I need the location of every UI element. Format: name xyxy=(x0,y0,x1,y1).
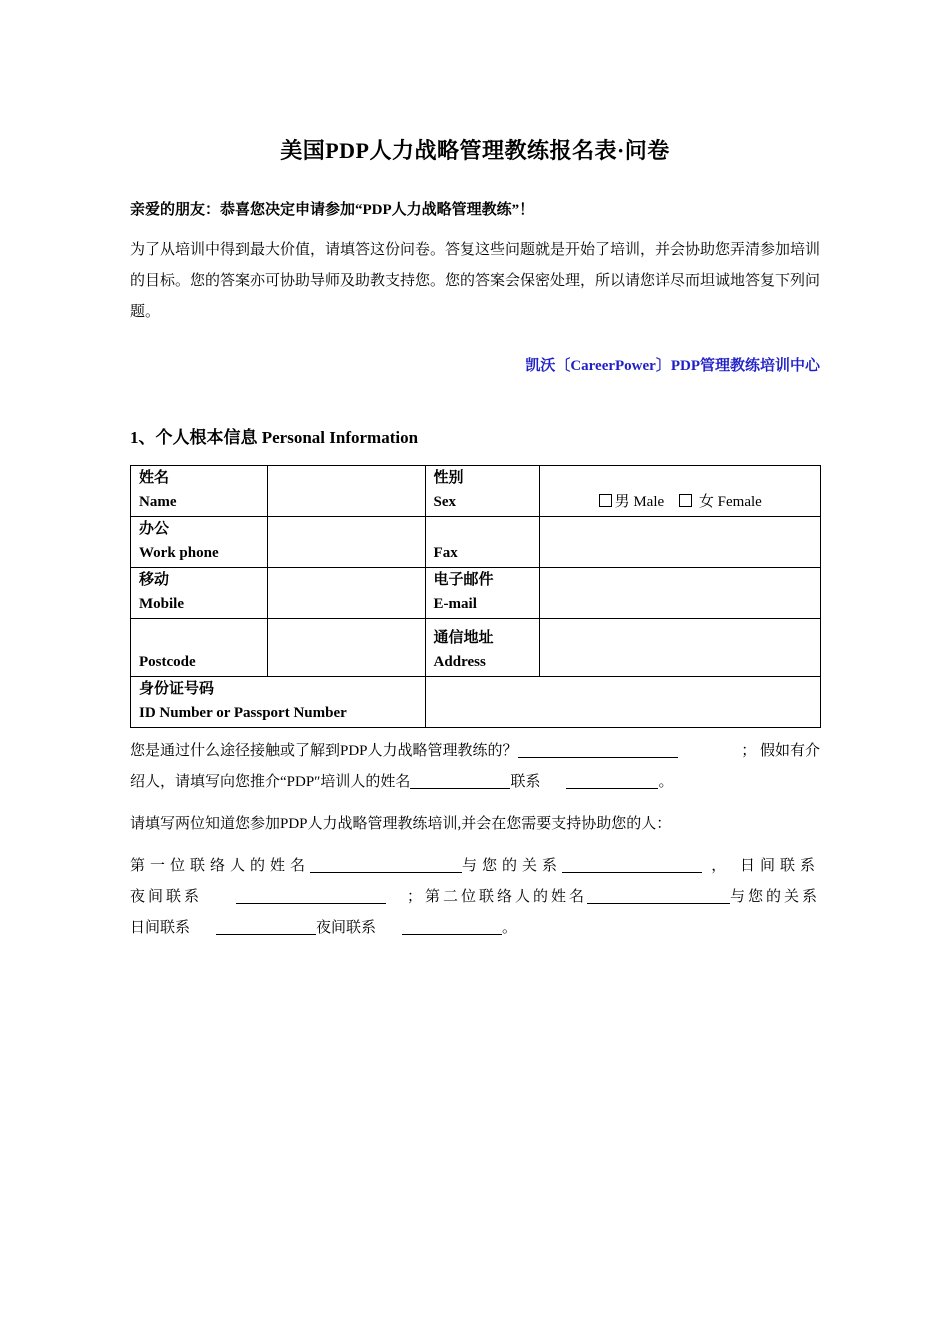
referrer-contact-blank[interactable] xyxy=(566,770,658,789)
fax-label: Fax xyxy=(425,517,540,568)
table-row xyxy=(131,619,821,677)
contacts-question: 第一位联络人的姓名 与您的关系 ， 日间联系 夜间联系 ；第二位联络人的姓名 与您的关系 日间联系 夜间联系 。 xyxy=(130,851,820,944)
contact1-night-blank[interactable] xyxy=(236,885,386,904)
contacts-instruction: 请填写两位知道您参加PDP人力战略管理教练培训,并会在您需要支持协助您的人： xyxy=(130,816,672,832)
name-label: 姓名 Name xyxy=(131,466,268,517)
signature: 凯沃〔CareerPower〕PDP管理教练培训中心 xyxy=(525,358,820,374)
table-row xyxy=(131,517,821,568)
sex-label: 性别 Sex xyxy=(425,466,540,517)
contact1-relation-blank[interactable] xyxy=(562,854,702,873)
address-field[interactable] xyxy=(540,619,821,677)
contact2-day-blank[interactable] xyxy=(216,916,316,935)
section-heading: 1、个人根本信息 Personal Information xyxy=(130,428,419,447)
male-checkbox[interactable] xyxy=(599,494,612,507)
name-field[interactable] xyxy=(267,466,425,517)
contact2-name-blank[interactable] xyxy=(587,885,730,904)
referrer-name-blank[interactable] xyxy=(410,770,510,789)
table-row xyxy=(131,466,821,517)
table-row xyxy=(131,677,821,728)
postcode-label: Postcode xyxy=(131,619,268,677)
postcode-field[interactable] xyxy=(267,619,425,677)
address-label: 通信地址 Address xyxy=(425,619,540,677)
sex-field xyxy=(540,466,821,517)
channel-blank[interactable] xyxy=(518,739,678,758)
work-phone-label: 办公 Work phone xyxy=(131,517,268,568)
mobile-label: 移动 Mobile xyxy=(131,568,268,619)
intro-paragraph: 为了从培训中得到最大价值，请填答这份问卷。答复这些问题就是开始了培训，并会协助您弄清参加培训的目标。您的答案亦可协助导师及助教支持您。您的答案会保密处理，所以请您详尽而坦诚地答复下列问题。 xyxy=(130,242,821,320)
email-label: 电子邮件 E-mail xyxy=(425,568,540,619)
fax-field[interactable] xyxy=(540,517,821,568)
id-number-label: 身份证号码 ID Number or Passport Number xyxy=(131,677,426,728)
referral-question: 您是通过什么途径接触或了解到PDP人力战略管理教练的？ ； 假如有介 绍人，请填写向您推介“PDP″培训人的姓名 联系 。 xyxy=(130,736,820,798)
contact2-night-blank[interactable] xyxy=(402,916,502,935)
table-row xyxy=(131,568,821,619)
email-field[interactable] xyxy=(540,568,821,619)
female-label: 女 Female xyxy=(698,494,762,510)
page-title: 美国PDP人力战略管理教练报名表·问卷 xyxy=(280,138,670,163)
female-checkbox[interactable] xyxy=(679,494,692,507)
greeting: 亲爱的朋友：恭喜您决定申请参加“PDP人力战略管理教练”！ xyxy=(130,202,535,218)
work-phone-field[interactable] xyxy=(267,517,425,568)
id-number-field[interactable] xyxy=(425,677,820,728)
contact1-name-blank[interactable] xyxy=(310,854,462,873)
personal-info-table xyxy=(130,465,821,728)
male-label: 男 Male xyxy=(614,494,665,510)
mobile-field[interactable] xyxy=(267,568,425,619)
